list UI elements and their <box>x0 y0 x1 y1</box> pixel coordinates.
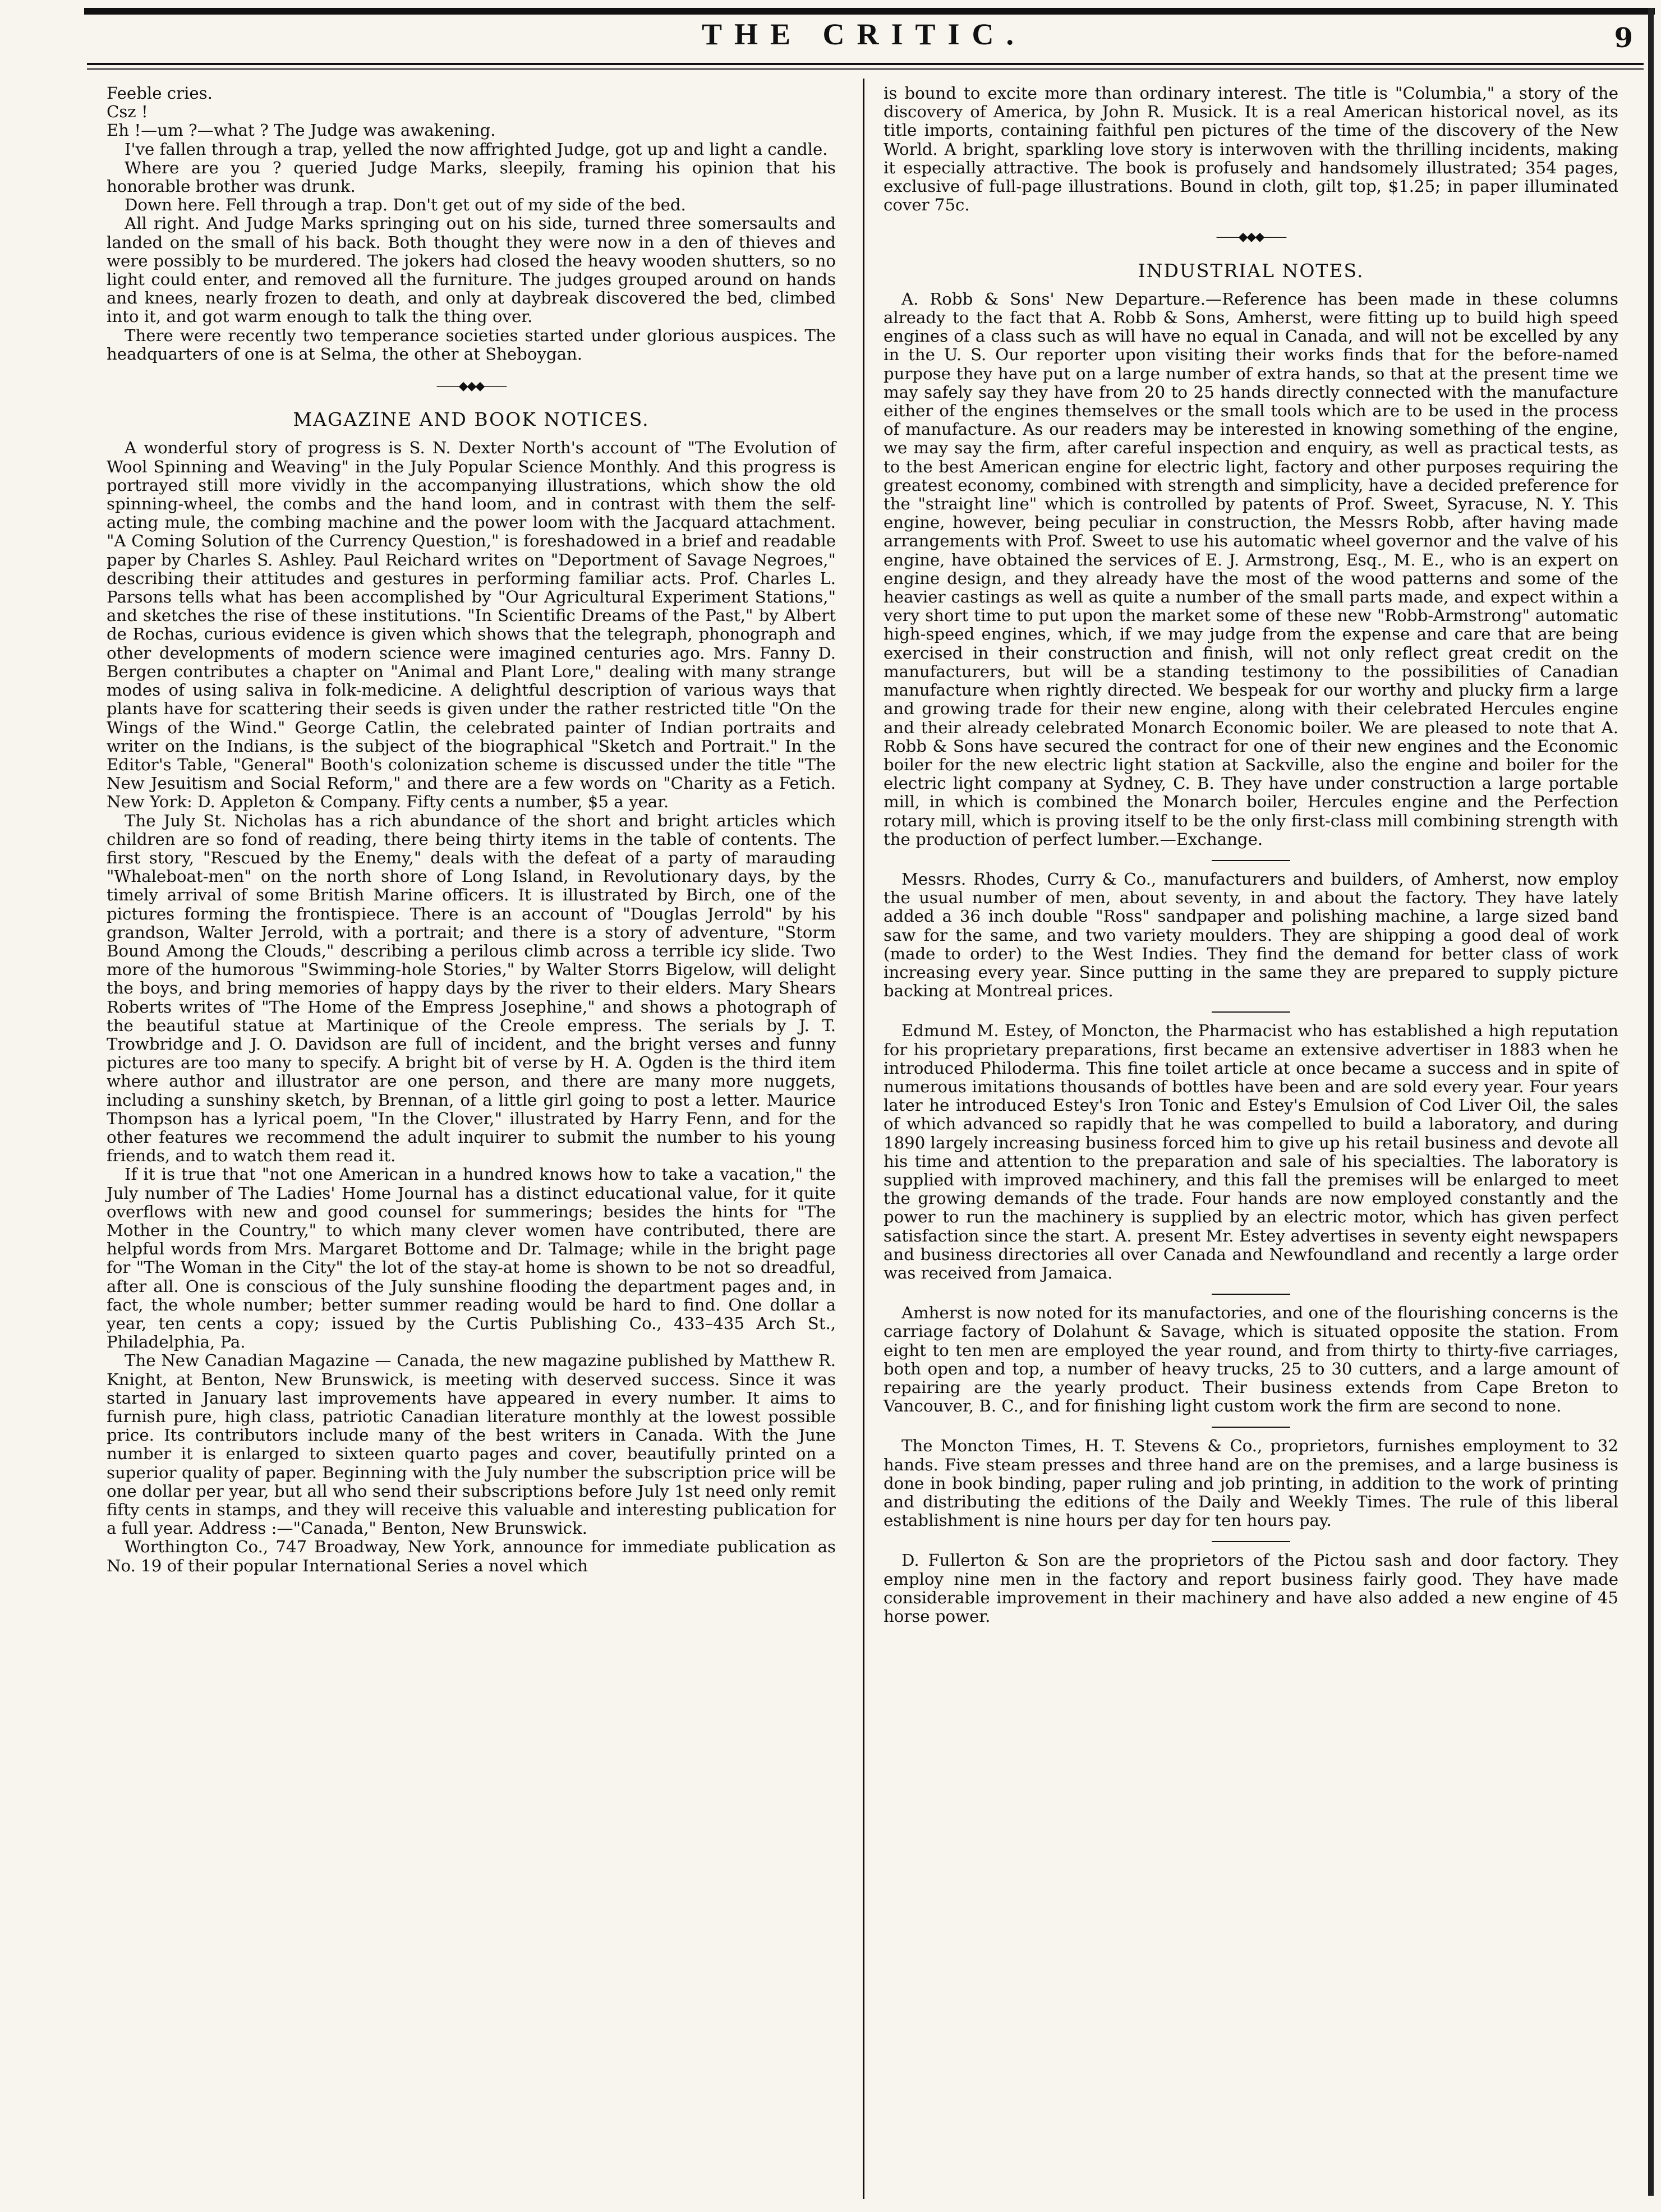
intro-line: Csz ! <box>107 102 148 122</box>
article-paragraph: is bound to excite more than ordinary interest. The title is "Columbia," a story of the discovery of America, by John R. Musick. It is a real American historical novel, as its title imports, containing faithful pen pictures of the time of the discovery of the New World. A bright, sparkling love story is interwoven with the thrilling incidents, making it especially attractive. The book is profusely and handsomely illustrated; 354 pages, exclusive of full-page illustrations. Bound in cloth, gilt top, $1.25; in paper illuminated cover 75c. <box>884 84 1618 215</box>
article-paragraph: The New Canadian Magazine — Canada, the new magazine published by Matthew R. Knight, at Benton, New Brunswick, is meeting with deserved success. Since it was started in January last improvements have appeared in every number. It aims to furnish pure, high class, patriotic Canadian literature monthly at the lowest possible price. Its contributors include many of the best writers in Canada. With the June number it is enlarged to sixteen quarto pages and cover, beautifully printed on a superior quality of paper. Beginning with the July number the subscription price will be one dollar per year, but all who send their subscriptions before July 1st need only remit fifty cents in stamps, and they will receive this valuable and interesting publication for a full year. Address :—"Canada," Benton, New Brunswick. <box>107 1351 836 1538</box>
intro-line: Down here. Fell through a trap. Don't get out of my side of the bed. <box>125 195 686 215</box>
masthead-title: THE CRITIC. <box>701 17 1027 51</box>
article-paragraph: Amherst is now noted for its manufactories, and one of the flourishing concerns is the carriage factory of Dolahunt & Savage, which is situated opposite the station. From eight to ten men are employed the year round, and from thirty to thirty-five carriages, both open and top, a number of heavy trucks, 25 to 30 cutters, and a large amount of repairing are the yearly product. Their business extends from Cape Breton to Vancouver, B. C., and for finishing light custom work the firm are second to none. <box>884 1303 1618 1416</box>
column-divider <box>863 79 864 2199</box>
intro-line: Where are you ? queried Judge Marks, sleepily, framing his opinion that his honorable brother was drunk. <box>107 158 836 196</box>
article-paragraph: Worthington Co., 747 Broadway, New York, announce for immediate publication as No. 19 of their popular International Series a novel which <box>107 1537 836 1575</box>
section-heading-industrial: INDUSTRIAL NOTES. <box>1138 259 1364 282</box>
right-column <box>884 84 1618 1626</box>
article-paragraph: A wonderful story of progress is S. N. Dexter North's account of "The Evolution of Wool Spinning and Weaving" in the July Popular Science Monthly. And this progress is portrayed still more vividly in the accompanying illustrations, which show the old spinning-wheel, the combs and the hand loom, and in contrast with them the self-acting mule, the combing machine and the power loom with the Jacquard attachment. "A Coming Solution of the Currency Question," is foreshadowed in a brief and readable paper by Charles S. Ashley. Paul Reichard writes on "Deportment of Savage Negroes," describing their attitudes and gestures in performing familiar acts. Prof. Charles L. Parsons tells what has been accomplished by "Our Agricultural Experiment Stations," and sketches the rise of these institutions. "In Scientific Dreams of the Past," by Albert de Rochas, curious evidence is given which shows that the telegraph, phonograph and other developments of modern science were imagined centuries ago. Mrs. Fanny D. Bergen contributes a chapter on "Animal and Plant Lore," dealing with many strange modes of using saliva in folk-medicine. A delightful description of various ways that plants have for scattering their seeds is given under the rather restricted title "On the Wings of the Wind." George Catlin, the celebrated painter of Indian portraits and writer on the Indians, is the subject of the biographical "Sketch and Portrait." In the Editor's Table, "General" Booth's colonization scheme is discussed under the title "The New Jesuitism and Social Reform," and there are a few words on "Charity as a Fetich. New York: D. Appleton & Company. Fifty cents a number, $5 a year. <box>107 438 836 812</box>
intro-line: All right. And Judge Marks springing out on his side, turned three somersaults and landed on the small of his back. Both thought they were now in a den of thieves and were possibly to be murdered. The jokers had closed the heavy wooden shutters, so no light could enter, and removed all the furniture. The judges grouped around on hands and knees, nearly frozen to death, and only at daybreak discovered the bed, climbed into it, and got warm enough to talk the thing over. <box>107 214 836 326</box>
article-paragraph: The Moncton Times, H. T. Stevens & Co., proprietors, furnishes employment to 32 hands. Five steam presses and three hand are on the premises, and a large business is done in book binding, paper ruling and job printing, in addition to the work of printing and distributing the editions of the Daily and Weekly Times. The rule of this liberal establishment is nine hours per day for ten hours pay. <box>884 1436 1618 1530</box>
short-rule <box>1212 1294 1290 1295</box>
article-paragraph: D. Fullerton & Son are the proprietors of the Pictou sash and door factory. They employ nine men in the factory and report business fairly good. They have made considerable improvement in their machinery and have also added a new engine of 45 horse power. <box>884 1551 1618 1626</box>
ornament-divider: ——◆◆◆—— <box>436 379 507 394</box>
intro-line: I've fallen through a trap, yelled the now affrighted Judge, got up and light a candle. <box>125 139 828 159</box>
left-column <box>107 84 836 1575</box>
header-rule <box>87 63 1644 65</box>
short-rule <box>1212 860 1290 861</box>
article-paragraph: A. Robb & Sons' New Departure.—Reference has been made in these columns already to the fact that A. Robb & Sons, Amherst, were fitting up to build high speed engines of a class such as will have no equal in Canada, and will not be excelled by any in the U. S. Our reporter upon visiting their works finds that for the before-named purpose they have put on a large number of extra hands, so that at the present time we may safely say they have from 20 to 25 hands directly connected with the manufacture either of the engines themselves or the small tools which are to be used in the process of manufacture. As our readers may be interested in knowing something of the engine, we may say the firm, after careful inspection and enquiry, as well as practical tests, as to the best American engine for electric light, factory and other purposes requiring the greatest economy, combined with strength and simplicity, have a decided preference for the "straight line" which is controlled by patents of Prof. Sweet, Syracuse, N. Y. This engine, however, being peculiar in construction, the Messrs Robb, after having made arrangements with Prof. Sweet to use his automatic wheel governor and the valve of his engine, have obtained the services of E. J. Armstrong, Esq., M. E., who is an expert on engine design, and they already have the most of the wood patterns and some of the heavier castings as well as quite a number of the small parts made, and expect within a very short time to put upon the market some of these new "Robb-Armstrong" automatic high-speed engines, which, if we may judge from the expense and care that are being exercised in their construction and finish, will not only reflect great credit on the manufacturers, but will be a standing testimony to the possibilities of Canadian manufacture when rightly directed. We bespeak for our worthy and plucky firm a large and growing trade for their new engine, along with their celebrated Hercules engine and their already celebrated Monarch Economic boiler. We are pleased to note that A. Robb & Sons have secured the contract for one of their new engines and the Economic boiler for the new electric light station at Sackville, also the engine and boiler for the electric light company at Sydney, C. B. They have under construction a large portable mill, in which is combined the Monarch boiler, Hercules engine and the Perfection rotary mill, which is proving itself to be the only first-class mill combining strength with the production of perfect lumber.—Exchange. <box>884 289 1618 849</box>
short-rule <box>1212 1011 1290 1013</box>
intro-line: There were recently two temperance societies started under glorious auspices. The headquarters of one is at Selma, the other at Sheboygan. <box>107 325 836 364</box>
intro-line: Eh !—um ?—what ? The Judge was awakening. <box>107 121 496 140</box>
article-paragraph: Edmund M. Estey, of Moncton, the Pharmacist who has established a high reputation for his proprietary preparations, first became an extensive advertiser in 1883 when he introduced Philoderma. This fine toilet article at once became a success and in spite of numerous imitations thousands of bottles have been and are sold every year. Four years later he introduced Estey's Iron Tonic and Estey's Emulsion of Cod Liver Oil, the sales of which advanced so rapidly that he was compelled to build a laboratory, and during 1890 largely increasing business forced him to give up his retail business and devote all his time and attention to the preparation and sale of his specialties. The laboratory is supplied with improved machinery, and this fall the premises will be enlarged to meet the growing demands of the trade. Four hands are now employed constantly and the power to run the machinery is supplied by an electric motor, which has given perfect satisfaction since the start. A. present Mr. Estey advertises in seventy eight newspapers and business directories all over Canada and Newfoundland and recently a large order was received from Jamaica. <box>884 1021 1618 1282</box>
article-paragraph: Messrs. Rhodes, Curry & Co., manufacturers and builders, of Amherst, now employ the usual number of men, about seventy, in and about the factory. They have lately added a 36 inch double "Ross" sandpaper and polishing machine, a large sized band saw for the same, and two variety moulders. They are shipping a good deal of work (made to order) to the West Indies. They find the demand for better class of work increasing every year. Since putting in the same they are prepared to supply picture backing at Montreal prices. <box>884 869 1618 1001</box>
top-border <box>84 8 1655 15</box>
right-border <box>1648 8 1654 2196</box>
short-rule <box>1212 1541 1290 1542</box>
article-paragraph: If it is true that "not one American in a hundred knows how to take a vacation," the July number of The Ladies' Home Journal has a distinct educational value, for it quite overflows with new and good counsel for summerings; besides the hints for "The Mother in the Country," to which many clever women have contributed, there are helpful words from Mrs. Margaret Bottome and Dr. Talmage; while in the bright page for "The Woman in the City" the lot of the stay-at home is shown to be not so dreadful, after all. One is conscious of the July sunshine flooding the department pages and, in fact, the whole number; better summer reading would be hard to find. One dollar a year, ten cents a copy; issued by the Curtis Publishing Co., 433–435 Arch St., Philadelphia, Pa. <box>107 1165 836 1352</box>
short-rule <box>1212 1427 1290 1428</box>
ornament-divider: ——◆◆◆—— <box>1216 230 1286 245</box>
page-number: 9 <box>1614 22 1633 54</box>
article-paragraph: The July St. Nicholas has a rich abundance of the short and bright articles which children are so fond of reading, there being thirty items in the table of contents. The first story, "Rescued by the Enemy," deals with the defeat of a party of marauding "Whaleboat-men" on the north shore of Long Island, in Revolutionary days, by the timely arrival of some British Marine officers. It is illustrated by Birch, one of the pictures forming the frontispiece. There is an account of "Douglas Jerrold" by his grandson, Walter Jerrold, with a portrait; and there is a story of adventure, "Storm Bound Among the Clouds," describing a perilous climb across a terrible icy slide. Two more of the humorous "Swimming-hole Stories," by Walter Storrs Bigelow, will delight the boys, and bring memories of happy days by the river to their elders. Mary Shears Roberts writes of "The Home of the Empress Josephine," and shows a photograph of the beautiful statue at Martinique of the Creole empress. The serials by J. T. Trowbridge and J. O. Davidson are full of incident, and the bright verses and funny pictures are too many to specify. A bright bit of verse by H. A. Ogden is the third item where author and illustrator are one person, and there are many more nuggets, including a sunshiny sketch, by Brennan, of a little girl going to post a letter. Maurice Thompson has a lyrical poem, "In the Clover," illustrated by Harry Fenn, and for the other features we recommend the adult inquirer to submit the number to his young friends, and to watch them read it. <box>107 811 836 1166</box>
intro-line: Feeble cries. <box>107 84 213 103</box>
section-heading-magazine: MAGAZINE AND BOOK NOTICES. <box>293 408 650 431</box>
header-rule-thin <box>87 68 1644 70</box>
